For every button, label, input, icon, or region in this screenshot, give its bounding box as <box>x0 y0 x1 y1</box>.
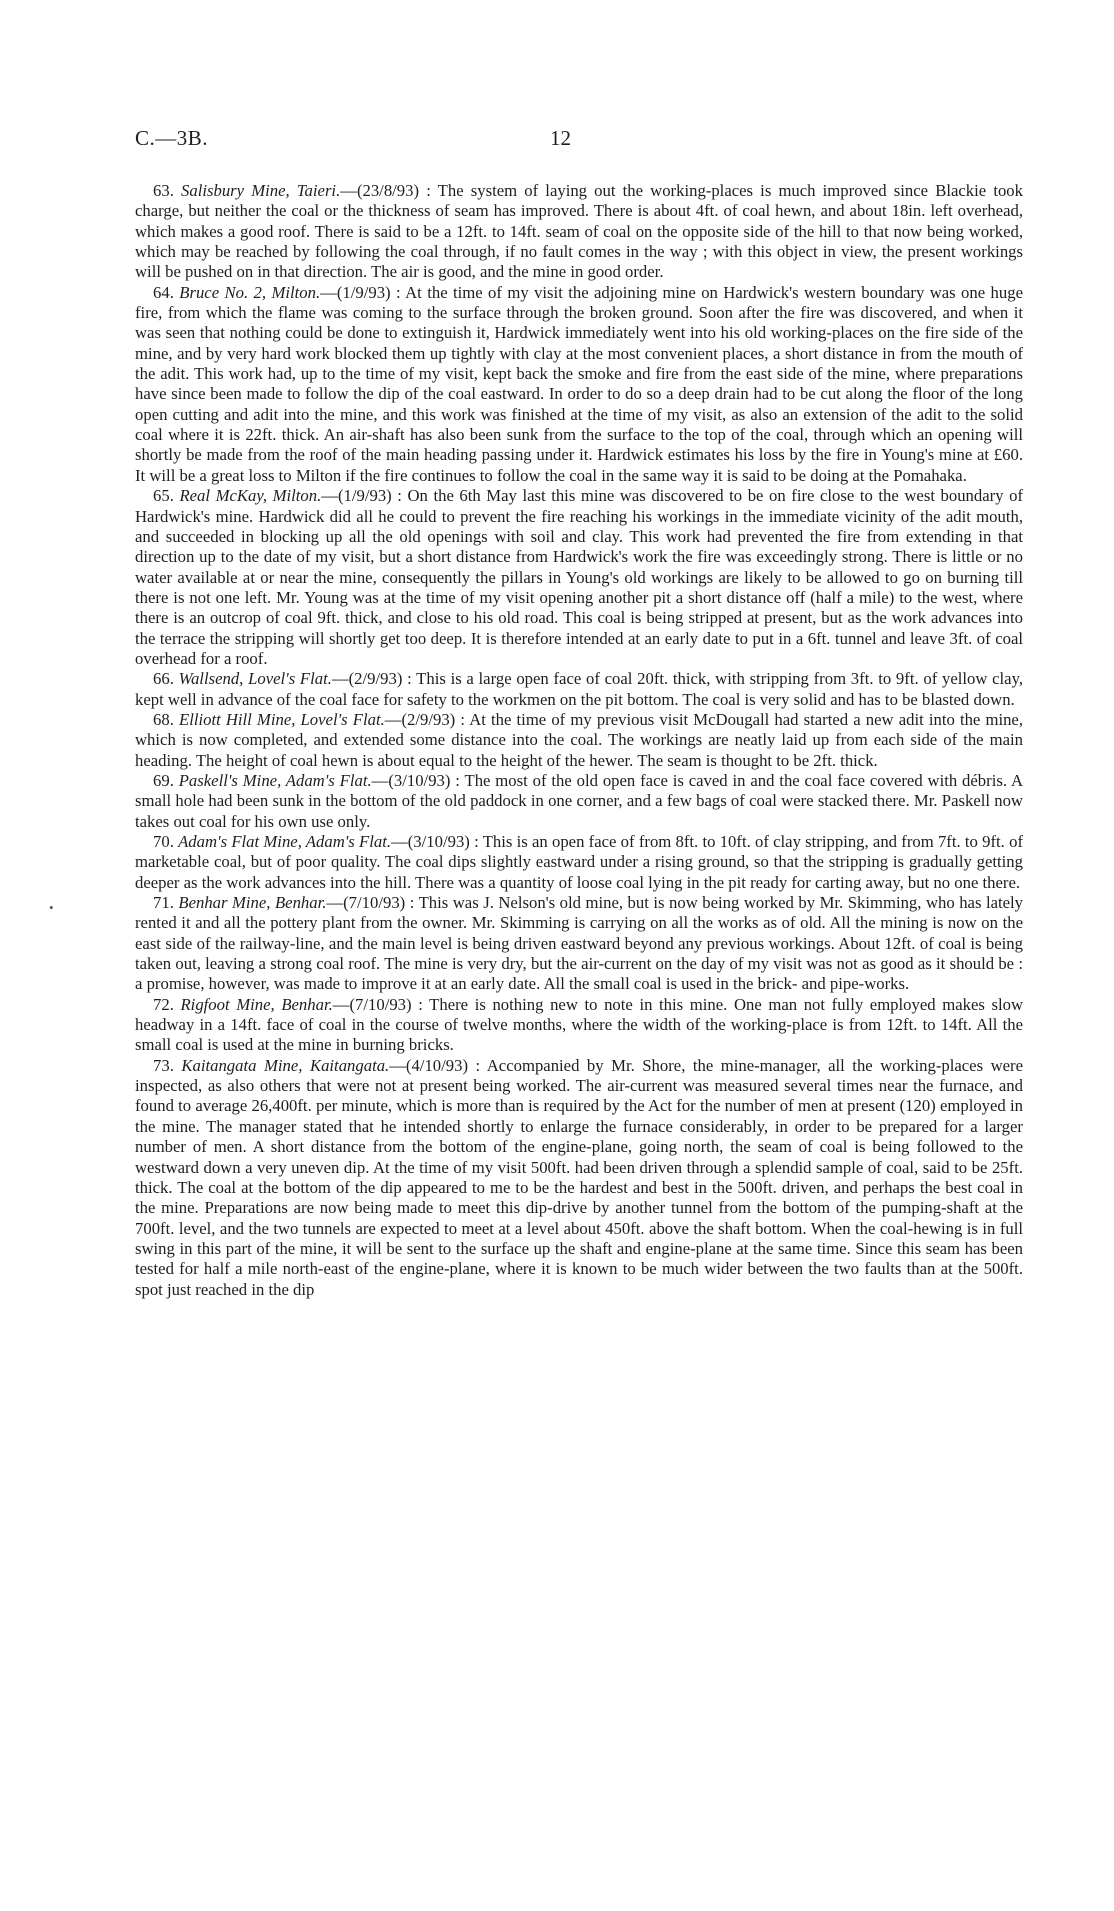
entry-title: Elliott Hill Mine, Lovel's Flat. <box>179 709 385 729</box>
report-entry <box>135 893 1023 995</box>
entry-date: —(3/10/93) : <box>391 832 479 851</box>
entry-date: —(2/9/93) : <box>331 669 412 689</box>
entry-number: 72. <box>153 994 174 1014</box>
entry-number: 70. <box>153 832 174 851</box>
entry-date: —(3/10/93) : <box>371 770 460 790</box>
entry-number: 64. <box>153 282 174 302</box>
entry-date: —(2/9/93) : <box>384 709 465 729</box>
entry-number: 66. <box>153 669 174 689</box>
report-entry <box>135 1056 1023 1300</box>
report-entry <box>135 771 1023 832</box>
entry-number: 63. <box>153 181 174 200</box>
entry-text: This was J. Nelson's old mine, but is now being worked by Mr. Skimming, who has lately rented it and all the pottery plant from the owner. Mr. Skimming is carrying on all the works as of old. All the mining is now on the east side of the railway-line, and the main level is being driven eastward beyond any previous workings. About 12ft. of coal is being taken out, leaving a strong coal roof. The mine is very dry, but the air-current on the day of my visit was not as good as it should be : a promise, however, was made to improve it at an early date. All the small coal is used in the brick- and pipe-works. <box>135 893 1024 994</box>
report-entry <box>135 181 1023 283</box>
entry-title: Benhar Mine, Benhar. <box>178 893 327 913</box>
entry-title: Rigfoot Mine, Benhar. <box>180 994 333 1014</box>
report-entry <box>135 710 1023 771</box>
entry-title: Bruce No. 2, Milton. <box>179 282 321 302</box>
entry-text: The most of the old open face is caved in and the coal face covered with débris. A small hole had been sunk in the bottom of the old paddock in one corner, and a few bags of coal were stacked there. Mr. Paskell now takes out coal for his own use only. <box>135 770 1023 831</box>
page-header <box>135 126 979 156</box>
entry-number: 71. <box>153 893 174 913</box>
page-number: 12 <box>550 126 571 150</box>
report-entry <box>135 283 1023 486</box>
report-body <box>135 181 1023 1300</box>
entry-number: 68. <box>153 709 174 729</box>
margin-dot: • <box>49 900 54 915</box>
entry-text: Accompanied by Mr. Shore, the mine-manager, all the working-places were inspected, as also others that were not at present being worked. The air-current was measured several times near the furnace, and found to average 26,400ft. per minute, which is more than is required by the Act for the number of men at present (120) employed in the mine. The manager stated that he intended shortly to enlarge the furnace considerably, in order to be prepared for a larger number of men. A short distance from the bottom of the engine-plane, going north, the seam of coal is being followed to the westward down a very uneven dip. At the time of my visit 500ft. had been driven through a splendid sample of coal, said to be 25ft. thick. The coal at the bottom of the dip appeared to me to be the hardest and best in the 500ft. driven, and perhaps the best coal in the mine. Preparations are now being made to meet this dip-drive by another tunnel from the bottom of the pumping-shaft at the 700ft. level, and the two tunnels are expected to meet at a level about 450ft. above the shaft bottom. When the coal-hewing is in full swing in this part of the mine, it will be sent to the surface up the shaft and engine-plane at the same time. Since this seam has been tested for half a mile north-east of the engine-plane, where it is known to be much wider between the two faults than at the 500ft. spot just reached in the dip <box>135 1055 1023 1299</box>
entry-number: 69. <box>153 770 174 790</box>
entry-date: —(7/10/93) : <box>332 994 423 1014</box>
entry-title: Kaitangata Mine, Kaitangata. <box>181 1055 390 1075</box>
entry-title: Real McKay, Milton. <box>179 486 322 506</box>
entry-date: —(1/9/93) : <box>320 282 401 302</box>
report-entry <box>135 669 1023 710</box>
entry-date: —(23/8/93) : <box>340 181 431 200</box>
entry-title: Paskell's Mine, Adam's Flat. <box>178 770 372 790</box>
entry-number: 65. <box>153 486 174 506</box>
entry-date: —(1/9/93) : <box>321 486 402 506</box>
entry-title: Salisbury Mine, Taieri. <box>181 181 341 200</box>
report-entry <box>135 486 1023 669</box>
entry-text: This is an open face of from 8ft. to 10ft. of clay stripping, and from 7ft. to 9ft. of marketable coal, but of poor quality. The coal dips slightly eastward under a rising ground, so that the stripping is gradually getting deeper as the work advances into the hill. There was a quantity of loose coal lying in the pit ready for carting away, but no one there. <box>135 832 1023 892</box>
entry-title: Wallsend, Lovel's Flat. <box>178 669 332 689</box>
entry-text: There is nothing new to note in this mine. One man not fully employed makes slow headway in a 14ft. face of coal in the course of twelve months, where the width of the working-place is from 12ft. to 14ft. All the small coal is used at the mine in burning bricks. <box>135 994 1024 1055</box>
report-entry <box>135 832 1023 893</box>
entry-date: —(7/10/93) : <box>326 893 415 913</box>
entry-text: On the 6th May last this mine was discovered to be on fire close to the west boundary of Hardwick's mine. Hardwick did all he could to prevent the fire reaching his workings in the immediate vicinity of the adit mouth, and succeeded in blocking up all the old openings with soil and clay. This work had prevented the fire from extending in that direction up to the date of my visit, but a short distance from Hardwick's work the fire was exceedingly strong. There is little or no water available at or near the mine, consequently the pillars in Young's old workings are likely to be allowed to go on burning till there is not one left. Mr. Young was at the time of my visit opening another pit a short distance off (half a mile) to the west, where there is an outcrop of coal 9ft. thick, and close to his old road. This coal is being stripped at present, but as the work advances into the terrace the stripping will shortly get too deep. It is therefore intended at an early date to put in a 6ft. tunnel and leave 3ft. of coal overhead for a roof. <box>135 486 1024 668</box>
entry-text: This is a large open face of coal 20ft. thick, with stripping from 3ft. to 9ft. of yellow clay, kept well in advance of the coal face for safety to the workmen on the pit bottom. The coal is very solid and has to be blasted down. <box>135 669 1024 709</box>
document-reference: C.—3B. <box>135 126 209 150</box>
report-entry <box>135 995 1023 1056</box>
entry-text: The system of laying out the working-places is much improved since Blackie took charge, but neither the coal or the thickness of seam has improved. There is about 4ft. of coal hewn, and about 18in. left overhead, which makes a good roof. There is said to be a 12ft. to 14ft. seam of coal on the opposite side of the hill to that now being worked, which may be reached by following the coal through, if no fault comes in the way ; with this object in view, the present workings will be pushed on in that direction. The air is good, and the mine in good order. <box>135 181 1023 282</box>
entry-text: At the time of my visit the adjoining mine on Hardwick's western boundary was one huge fire, from which the flame was coming to the surface through the broken ground. Soon after the fire was discovered, and when it was seen that nothing could be done to extinguish it, Hardwick immediately went into his old working-places on the fire side of the mine, and by very hard work blocked them up tightly with clay at the most convenient places, a short distance in from the mouth of the adit. This work had, up to the time of my visit, kept back the smoke and fire from the east side of the mine, where preparations have since been made to follow the dip of the coal eastward. In order to do so a deep drain had to be cut along the floor of the long open cutting and adit into the mine, and this work was finished at the time of my visit, as also an extension of the adit to the solid coal where it is 22ft. thick. An air-shaft has also been sunk from the surface to the top of the coal, through which an opening will shortly be made from the roof of the main heading passing under it. Hardwick estimates his loss by the fire in Young's mine at £60. It will be a great loss to Milton if the fire continues to follow the coal in the same way it is said to be doing at the Pomahaka. <box>135 282 1023 485</box>
entry-date: —(4/10/93) : <box>389 1055 481 1075</box>
entry-number: 73. <box>153 1055 174 1075</box>
entry-title: Adam's Flat Mine, Adam's Flat. <box>178 832 392 851</box>
entry-text: At the time of my previous visit McDougall had started a new adit into the mine, which is now completed, and extended some distance into the coal. The workings are neatly laid up from each side of the main heading. The height of coal hewn is about equal to the height of the hewer. The seam is thought to be 2ft. thick. <box>135 709 1024 770</box>
